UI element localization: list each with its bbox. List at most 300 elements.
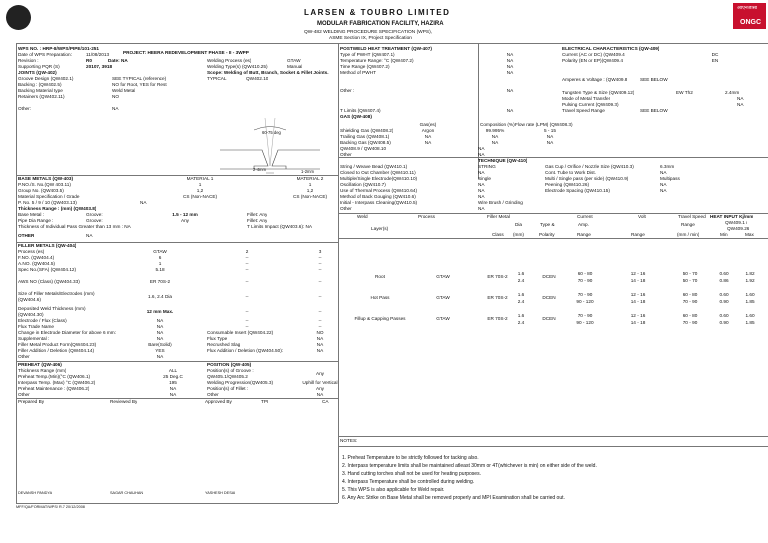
peening-value: NA — [660, 182, 667, 187]
size-1: 1.6, 2.4 Dia — [148, 294, 172, 299]
backing-gas-label: Backing Gas (QW408.5) — [340, 140, 391, 145]
weld-row-1-dia-1: 1.6 — [517, 271, 525, 276]
filler-process-1: GTAW — [153, 249, 167, 254]
flux-addition-value: NA — [316, 348, 324, 353]
pulsing-label: Pulsing Current (QW409.3) — [562, 102, 619, 107]
size-label-1: Size of Filler Metals/Electrodes (mm) — [18, 291, 95, 296]
weld-row-2-volt-1: 12 - 16 — [630, 292, 646, 297]
deposit-thickness-1: 12 mm Max. — [146, 309, 174, 314]
tpi-label: TPI — [261, 399, 269, 404]
weld-row-2-min-1: 0.60 — [719, 292, 729, 297]
wt-header-type-2: Polarity — [539, 232, 555, 237]
gas-col-flow: Flow rate (LPM) (QW408.3) — [515, 122, 573, 127]
consumable-insert-value: NO — [316, 330, 324, 335]
weld-row-2-max-1: 1.60 — [745, 292, 755, 297]
t-limits-label: T Limits (QW407.4) — [340, 108, 381, 113]
reviewed-by-label: Reviewed By — [110, 399, 138, 404]
cleaning-label: Initial - Interpass Cleaning(QW410.5) — [340, 200, 418, 205]
tube-work-label: Cont. Tube to Work Dist. — [545, 170, 596, 175]
technique-other-value: NA — [478, 206, 485, 211]
groove-design-value: SEE TYPICAL (reference) — [112, 76, 167, 81]
shielding-gas: Argon — [421, 128, 435, 133]
pipe-dia-groove: Groove: — [86, 218, 103, 223]
weld-row-3-travel-2: 70 - 90 — [682, 320, 698, 325]
polarity-value: EN — [711, 58, 719, 63]
current-value: DC — [711, 52, 719, 57]
tungsten-size: 2.4mm — [725, 90, 740, 95]
spec-m2: CS (Non-NACE) — [292, 194, 328, 199]
scope-text: Scope: Welding of Butt, Branch, Socket & Fillet Joints. — [207, 70, 329, 75]
pqr-label: Supporting PQR (S) — [18, 64, 60, 69]
ano-3: -- — [318, 261, 322, 266]
wt-header-travel: Travel Speed — [678, 214, 706, 219]
travel-speed-label: Travel Speed Range — [562, 108, 605, 113]
root-gap-text: 2-4mm — [253, 167, 267, 172]
groove-position-code: QW405.1/QW405.2 — [207, 374, 248, 379]
signatory-2: SAGAR CHAUHAN — [110, 491, 144, 495]
wt-header-class: Class — [492, 232, 504, 237]
fillet-position-label: Position(s) of Fillet : — [207, 386, 249, 391]
filler-metals-heading: FILLER METALS (QW-404) — [18, 243, 77, 248]
weld-row-2-amp-1: 70 - 90 — [577, 292, 593, 297]
weld-row-3-min-1: 0.60 — [719, 313, 729, 318]
wt-header-trange-2: (mm / min) — [677, 232, 700, 237]
weld-row-1-layer: Root — [375, 274, 385, 279]
weld-row-2-dia-1: 1.6 — [517, 292, 525, 297]
multi-single-pass-value: Multipass — [660, 176, 680, 181]
note-6: 6. Any Arc Strike on Base Metal shall be removed properly and MPI Examination shall be carried out. — [342, 495, 565, 501]
shielding-composition: 99.995% — [485, 128, 505, 133]
sfa-3: -- — [318, 267, 322, 272]
ano-label: A.NO. (QW404.5) — [18, 261, 55, 266]
weld-row-3-travel-1: 60 - 80 — [682, 313, 698, 318]
group-m1: 1,2 — [196, 188, 204, 193]
company-title: LARSEN & TOUBRO LIMITED — [304, 8, 451, 17]
fno-1: 6 — [158, 255, 162, 260]
multi-single-electrode-label: Multiple/Single Electrode(QW410.10) — [340, 176, 418, 181]
deposit-thickness-label-1: Deposited Weld Thickness (mm) — [18, 306, 86, 311]
wt-header-min: Min — [720, 232, 728, 237]
backing-composition: NA — [491, 140, 499, 145]
material-spec-label: Material Specification / Grade — [18, 194, 80, 199]
sfa-2: -- — [245, 267, 249, 272]
weld-row-2-max-2: 1.85 — [745, 299, 755, 304]
flux-addition-label: Flux Addition / Deletion (QW404.50): — [207, 348, 284, 353]
deposit-thickness-label-2: (QW404.30) — [18, 312, 44, 317]
gas-cup-label: Gas Cup / Orifice / Nozzle Size (QW410.3) — [545, 164, 634, 169]
notes-heading: NOTES: — [340, 438, 358, 443]
wt-header-amp-2: Range — [577, 232, 591, 237]
interpass-temp-value: 195 — [169, 380, 177, 385]
weld-row-3-class: ER 70S-2 — [487, 316, 508, 321]
lt-logo — [6, 5, 31, 30]
wt-header-filler: Filler Metal — [487, 214, 510, 219]
electrode-spacing-value: NA — [660, 188, 667, 193]
gas-col-composition: Composition (%) — [480, 122, 515, 127]
base-metal-label: Base Metal : — [18, 212, 45, 217]
electrode-flux-3: -- — [318, 318, 322, 323]
supplemental-value: NA — [156, 336, 164, 341]
electrode-flux-1: NA — [156, 318, 164, 323]
weld-row-3-amp-1: 70 - 90 — [577, 313, 593, 318]
shielding-flow: 5 - 15 — [544, 128, 556, 133]
closed-chamber-value: NA — [478, 170, 485, 175]
other-heading: OTHER — [18, 233, 35, 238]
group-m2: 1,2 — [306, 188, 314, 193]
thermal-process-label: Use of Thermal Process (QW410.64) — [340, 188, 418, 193]
fno-3: -- — [318, 255, 322, 260]
trailing-gas-label: Trailing Gas (QW408.1) — [340, 134, 390, 139]
aws-label: AWS NO (Class) (QW404.33) — [18, 279, 80, 284]
interpass-temp-label: Interpass Temp. (Max) °C (QW406.2) — [18, 380, 96, 385]
qw408-9-value: NA — [478, 146, 485, 151]
electrode-flux-label: Electrode / Flux (Class) — [18, 318, 67, 323]
welding-type-value: Manual — [287, 64, 303, 69]
electrical-heading: ELECTRICAL CHARACTERISTICS (QW-409) — [562, 46, 660, 51]
back-gouging-label: Method of Back Gouging (QW410.6) — [340, 194, 416, 199]
weld-row-3-max-2: 1.85 — [745, 320, 755, 325]
pipe-dia-groove-value: Any — [180, 218, 190, 223]
weld-row-3-type: DCEN — [542, 316, 556, 321]
typical-label: TYPICAL — [207, 76, 227, 81]
facility-title: MODULAR FABRICATION FACILITY, HAZIRA — [317, 21, 444, 27]
position-other-label: Other — [207, 392, 219, 397]
ca-label: CA — [322, 399, 329, 404]
spec-line-2: ASME Section IX, Project Specification — [329, 36, 412, 41]
base-metal-fillet: Fillet: Any — [247, 212, 268, 217]
weld-row-2-process: GTAW — [436, 295, 450, 300]
preheat-other-value: NA — [169, 392, 177, 397]
wt-header-amp-1: Amp. — [578, 222, 589, 227]
wt-header-dia-unit: (mm) — [513, 232, 524, 237]
wt-header-volt: Volt — [638, 214, 646, 219]
prepared-by-label: Prepared By — [18, 399, 45, 404]
sfa-label: Spec No.(SFA) (QW404.12) — [18, 267, 77, 272]
weld-row-2-class: ER 70S-2 — [487, 295, 508, 300]
t-limits-impact: T Limits Impact (QW403.6): NA — [247, 224, 313, 229]
base-metal-groove: Groove: — [86, 212, 103, 217]
amperes-value: SEE BELOW — [640, 77, 668, 82]
peening-label: Peening (QW410.26) — [545, 182, 590, 187]
flux-type-value: NA — [316, 336, 324, 341]
thermal-process-value: NA — [478, 188, 485, 193]
spec-line-1: QW-482 WELDING PROCEDURE SPECIFICATION (WPS), — [304, 30, 433, 35]
size-3: -- — [318, 294, 322, 299]
aws-1: ER 70S-2 — [149, 279, 171, 284]
weld-row-1-min-1: 0.60 — [719, 271, 729, 276]
approved-by-label: Approved By — [205, 399, 232, 404]
technique-heading: TECHNIQUE (QW-410) — [478, 158, 528, 163]
backing-value: NO for Root, YES for Rest — [112, 82, 167, 87]
joint-other-label: Other: — [18, 106, 32, 111]
product-form-value: Bare(Solid) — [148, 342, 172, 347]
pwht-time-label: Time Range (QW407.2) — [340, 64, 390, 69]
ongc-logo: ओएनजीसी ONGC — [733, 3, 766, 29]
pno-label: P.NO./S. No.(QW 403.11) — [18, 182, 71, 187]
electrode-spacing-label: Electrode Spacing (QW410.15) — [545, 188, 610, 193]
trailing-flow: NA — [546, 134, 554, 139]
preheat-heading: PREHEAT (QW-406) — [18, 362, 62, 367]
weld-row-1-amp-2: 70 - 90 — [577, 278, 593, 283]
wt-header-dia: Dia — [515, 222, 523, 227]
wt-header-trange-1: Range — [681, 222, 695, 227]
fno-label: F.NO. (QW404.4) — [18, 255, 55, 260]
gas-cup-value: 6.3mm — [660, 164, 675, 169]
ano-1: 1 — [158, 261, 162, 266]
project-name: PROJECT: HEERA REDEVELOPMENT PHASE - II - 3WPP — [123, 50, 249, 55]
backing-material-label: Backing Material type — [18, 88, 63, 93]
weld-row-3-dia-2: 2.4 — [517, 320, 525, 325]
wt-header-q2: QW409.26 — [727, 226, 750, 231]
change-electrode-value: NA — [156, 330, 164, 335]
wt-header-process: Process — [418, 214, 435, 219]
base-metal-groove-value: 1.5 - 12 mm — [172, 212, 198, 217]
aws-3: -- — [318, 279, 322, 284]
pwht-other-value: NA — [506, 88, 514, 93]
product-form-label: Filler Metal Product Form(QW404.23) — [18, 342, 97, 347]
revision-value: R0 — [86, 58, 92, 63]
progression-label: Welding Progression(QW405.3) — [207, 380, 274, 385]
amperes-label: Amperes & Voltage : (QW409.8 — [562, 77, 628, 82]
ano-2: -- — [245, 261, 249, 266]
base-metals-heading: BASE METALS (QW-403) — [18, 176, 74, 181]
pno-m1: 1 — [198, 182, 202, 187]
weld-row-2-layer: Hot Pass — [370, 295, 390, 300]
change-electrode-label: Change in Electrode Diameter for above 6 mm: — [18, 330, 116, 335]
backing-label: Backing : (QW402.5) — [18, 82, 62, 87]
wt-header-heat-input: HEAT INPUT Kj/mm — [710, 214, 754, 219]
weld-row-1-max-2: 1.92 — [745, 278, 755, 283]
note-2: 2. Interpass temperature limits shall be maintained atleast 30mm or 4T(whichever is min) on either side of the weld. — [342, 463, 597, 469]
weld-row-1-process: GTAW — [436, 274, 450, 279]
weld-row-3-max-1: 1.60 — [745, 313, 755, 318]
pulsing-value: NA — [737, 102, 744, 107]
weld-row-1-type: DCEN — [542, 274, 556, 279]
weld-row-3-layer: Fillup & Capping Passes — [354, 316, 406, 321]
material-2-header: MATERIAL 2 — [296, 176, 324, 181]
note-3: 3. Hand cutting torches shall not be used for heating purposes. — [342, 471, 481, 477]
note-4: 4. Interpass Temperature shall be controlled during welding. — [342, 479, 475, 485]
weld-row-2-type: DCEN — [542, 295, 556, 300]
current-label: Current (AC or DC) (QW409.4 — [562, 52, 625, 57]
deposit-thickness-3: -- — [318, 309, 322, 314]
thickness-range-value: ALL — [168, 368, 178, 373]
shielding-gas-label: Shielding Gas (QW408.2) — [340, 128, 394, 133]
welding-type-label: Welding Type(s) (QW410.25) — [207, 64, 268, 69]
back-gouging-value: NA — [478, 194, 485, 199]
flux-trade-name-1: NA — [156, 324, 164, 329]
weld-row-3-process: GTAW — [436, 316, 450, 321]
typical-code: QW402.10 — [246, 76, 269, 81]
joint-other-value: NA — [112, 106, 119, 111]
trailing-gas: NA — [424, 134, 432, 139]
revision-label: Revision : — [18, 58, 39, 63]
filler-process-3: 3 — [318, 249, 322, 254]
joints-heading: JOINTS (QW-402) — [18, 70, 57, 75]
preheat-maint-label: Preheat Maintenance : (QW406.2) — [18, 386, 90, 391]
closed-chamber-label: Closed to Out Chamber (QW410.11) — [340, 170, 416, 175]
thickness-range-label: Thickness Range (mm) — [18, 368, 67, 373]
weld-row-2-dia-2: 2.4 — [517, 299, 525, 304]
flux-trade-name-2: -- — [245, 324, 249, 329]
pwht-other-label: Other : — [340, 88, 355, 93]
pwht-type-label: Type of PWHT (QW407.1) — [340, 52, 395, 57]
pqr-value: 20107, 3918 — [86, 64, 113, 69]
sfa-1: 5.18 — [155, 267, 165, 272]
pipe-dia-fillet: Fillet: Any — [247, 218, 268, 223]
size-label-2: (QW404.6) — [18, 297, 41, 302]
recrushed-slag-label: Recrushed Slag — [207, 342, 241, 347]
metal-transfer-label: Mode of Metal Transfer — [562, 96, 611, 101]
polarity-label: Polarity (EN or EP)(QW409.4 — [562, 58, 623, 63]
filler-other-value: NA — [156, 354, 164, 359]
tungsten-label: Tungsten Type & Size (QW409.12) — [562, 90, 635, 95]
gas-other-label: Other — [340, 152, 352, 157]
pno5-label: P. No. 5 / 9 / 10 (QW403.13) — [18, 200, 77, 205]
gas-heading: GAS (QW-408) — [340, 114, 372, 119]
weld-row-2-volt-2: 14 - 18 — [630, 299, 646, 304]
weld-row-3-volt-1: 12 - 16 — [630, 313, 646, 318]
fno-2: -- — [245, 255, 249, 260]
spec-m1: CS (Non-NACE) — [182, 194, 218, 199]
preheat-temp-label: Preheat Temp.(Min)(°C (QW406.1) — [18, 374, 91, 379]
deposit-thickness-2: -- — [245, 309, 249, 314]
oscillation-value: NA — [478, 182, 485, 187]
size-2: -- — [245, 294, 249, 299]
progression-value: Uphill for Vertical — [302, 380, 338, 385]
technique-other-label: Other — [340, 206, 352, 211]
weld-row-1-min-2: 0.86 — [719, 278, 729, 283]
wt-header-type-1: Type & — [540, 222, 555, 227]
weld-row-1-travel-1: 50 - 70 — [682, 271, 698, 276]
retainers-value: NO — [112, 94, 120, 99]
material-1-header: MATERIAL 1 — [186, 176, 214, 181]
wt-header-max: Max — [745, 232, 754, 237]
tube-work-value: NA — [660, 170, 667, 175]
root-land-text: 1-2mm — [301, 169, 315, 174]
backing-gas: NA — [424, 140, 432, 145]
pwht-heading: POSTWELD HEAT TREATMENT (QW-407) — [340, 46, 432, 51]
welding-process-label: Welding Process (es) — [207, 58, 252, 63]
signatory-3: YASHESH DESAI — [205, 491, 236, 495]
preheat-other-label: Other — [18, 392, 30, 397]
groove-position-label: Position(s) of Groove : — [207, 368, 254, 373]
flux-trade-name-3: -- — [318, 324, 322, 329]
wt-header-q1: QW409.1 / — [725, 220, 748, 225]
electrode-flux-2: -- — [245, 318, 249, 323]
preheat-maint-value: NA — [169, 386, 177, 391]
weld-row-3-volt-2: 14 - 18 — [630, 320, 646, 325]
position-heading: POSITION (QW-405) — [207, 362, 252, 367]
weld-row-1-volt-2: 14 - 18 — [630, 278, 646, 283]
pno-m2: 1 — [308, 182, 312, 187]
gas-col-gases: Gas(es) — [419, 122, 437, 127]
note-1: 1. Preheat Temperature to be strictly followed for tacking also. — [342, 455, 479, 461]
wt-header-layers: Layer(s) — [371, 226, 389, 231]
thickness-heading: Thickness Range : (mm) (QW403.8) — [18, 206, 97, 211]
wps-number: WPS NO. : HRP-8/WPS/PIPE/101-251 — [18, 46, 100, 51]
filler-addition-value: YES — [155, 348, 165, 353]
groove-position-value: Any — [315, 371, 325, 376]
form-code: MFF/QA/FORMAT/WPS/ R.7 20/12/2008 — [16, 505, 85, 509]
note-5: 5. This WPS is also applicable for Weld repair. — [342, 487, 445, 493]
fillet-position-value: Any — [315, 386, 325, 391]
pno5-value: NA — [140, 200, 147, 205]
backing-flow: NA — [546, 140, 554, 145]
pwht-temp-label: Temperature Range: °C (QW407.2) — [340, 58, 414, 63]
weld-row-2-travel-2: 70 - 90 — [682, 299, 698, 304]
oscillation-label: Oscillation (QW410.7) — [340, 182, 386, 187]
qw408-9-label: QW408.9 / QW408.10 — [340, 146, 387, 151]
weld-row-2-travel-1: 60 - 80 — [682, 292, 698, 297]
string-weave-value: STRING — [478, 164, 496, 169]
weld-row-1-travel-2: 50 - 70 — [682, 278, 698, 283]
wt-header-vrange: Range — [631, 232, 645, 237]
string-weave-label: String / Weave Bead (QW410.1) — [340, 164, 408, 169]
wt-header-weld: Weld — [357, 214, 368, 219]
weld-row-1-volt-1: 12 - 16 — [630, 271, 646, 276]
position-other-value: NA — [316, 392, 324, 397]
other-value: NA — [86, 233, 93, 238]
pwht-temp-value: NA — [506, 58, 514, 63]
retainers-label: Retainers (QW402.11) — [18, 94, 65, 99]
metal-transfer-value: NA — [737, 96, 744, 101]
weld-row-2-amp-2: 90 - 120 — [576, 299, 594, 304]
gas-other-value: NA — [478, 152, 485, 157]
preheat-temp-value: 25 Deg.C — [163, 374, 183, 379]
pipe-dia-label: Pipe Dia Range : — [18, 218, 54, 223]
individual-pass-label: Thickness of Individual Pass Greater than 13 mm : NA — [18, 224, 131, 229]
weld-row-1-amp-1: 60 - 80 — [577, 271, 593, 276]
wps-date-value: 11/08/2013 — [86, 52, 110, 57]
wps-date-label: Date of WPS Preparation: — [18, 52, 72, 57]
trailing-composition: NA — [491, 134, 499, 139]
flux-trade-name-label: Flux Trade Name — [18, 324, 54, 329]
filler-process-2: 2 — [245, 249, 249, 254]
group-label: Group No. (QW403.5) — [18, 188, 64, 193]
weld-row-3-amp-2: 90 - 120 — [576, 320, 594, 325]
multi-single-electrode-value: Single — [478, 176, 492, 181]
pwht-method-label: Method of PWHT — [340, 70, 376, 75]
filler-addition-label: Filler Addition / Deletion (QW404.14) — [18, 348, 95, 353]
signatory-1: DEVANSH PANDYA — [18, 491, 53, 495]
filler-other-label: Other — [18, 354, 30, 359]
pwht-method-value: NA — [506, 70, 514, 75]
groove-design-label: Groove Design (QW402.1) — [18, 76, 74, 81]
cleaning-value: Wire Brush / Grinding — [478, 200, 523, 205]
revision-date: Date: NA — [108, 58, 128, 63]
weld-row-1-max-1: 1.82 — [745, 271, 755, 276]
groove-angle-text: 60-75 deg — [262, 130, 281, 135]
backing-material-value: Weld Metal — [112, 88, 136, 93]
flux-type-label: Flux Type — [207, 336, 228, 341]
t-limits-value: NA — [506, 108, 514, 113]
weld-row-1-dia-2: 2.4 — [517, 278, 525, 283]
tungsten-type: EW Th2 — [676, 90, 693, 95]
joint-sketch — [210, 80, 330, 175]
pwht-time-value: NA — [506, 64, 514, 69]
multi-single-pass-label: Multi / Single pass (per side) (QW410.9) — [545, 176, 629, 181]
weld-row-2-min-2: 0.90 — [719, 299, 729, 304]
aws-2: -- — [245, 279, 249, 284]
filler-process-label: Process (es) — [18, 249, 45, 254]
pwht-type-value: NA — [506, 52, 514, 57]
weld-row-3-min-2: 0.90 — [719, 320, 729, 325]
travel-speed-value: SEE BELOW — [640, 108, 668, 113]
recrushed-slag-value: NA — [316, 342, 324, 347]
welding-process-value: GTAW — [287, 58, 301, 63]
supplemental-label: Supplemental : — [18, 336, 50, 341]
